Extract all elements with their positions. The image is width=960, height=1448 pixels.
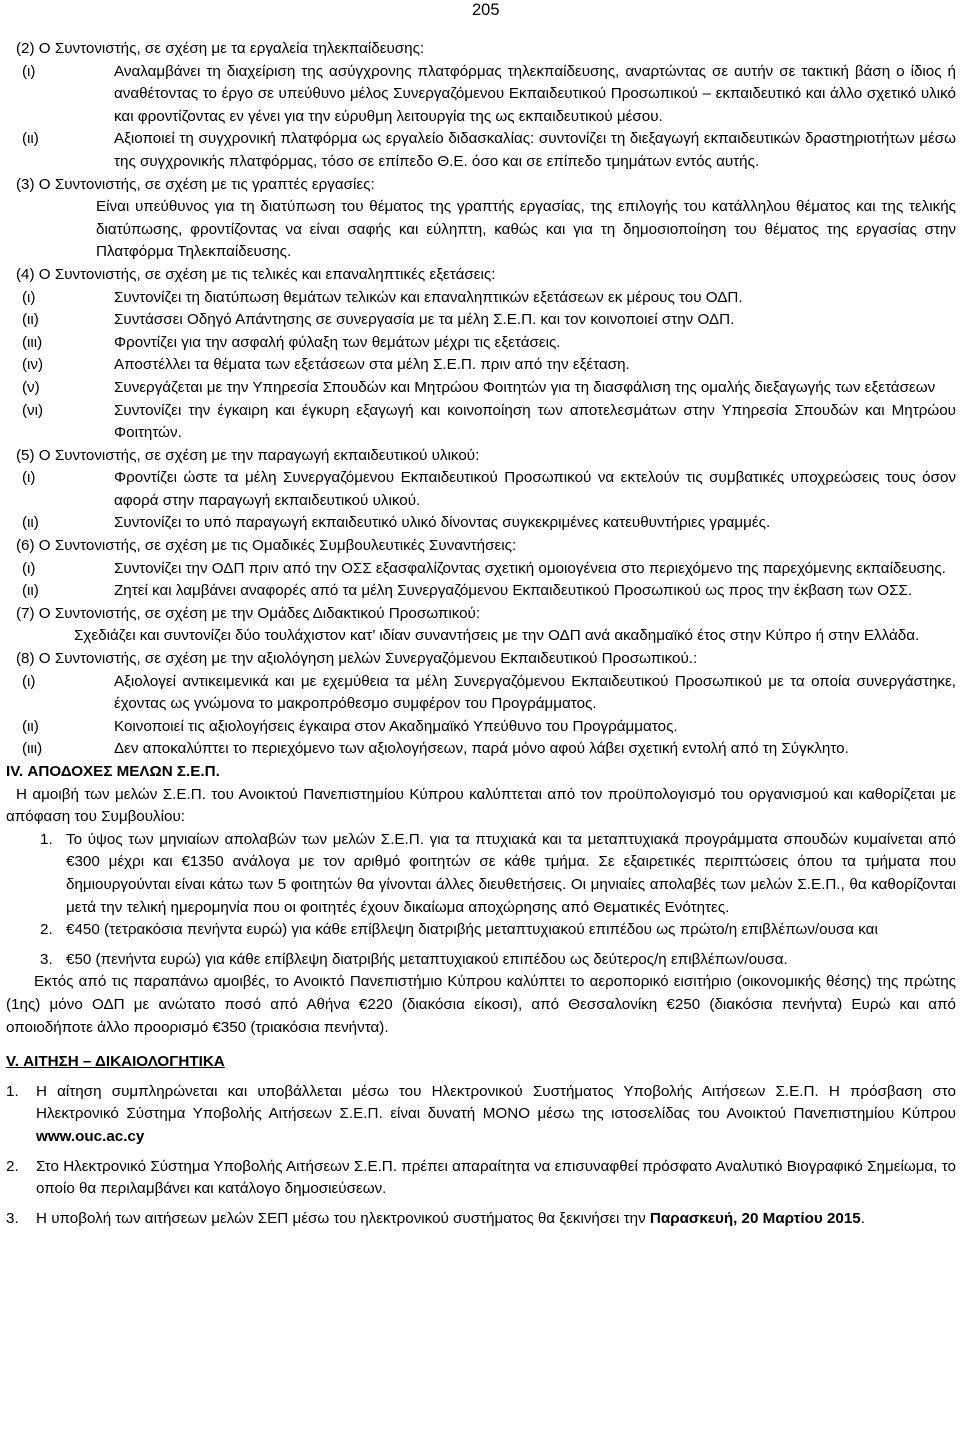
submission-end: . <box>860 1209 865 1227</box>
page-number: 205 <box>472 1 500 19</box>
item-label: (ι) <box>22 672 36 690</box>
section-iv-intro: Η αμοιβή των μελών Σ.Ε.Π. του Ανοικτού Πανεπιστημίου Κύπρου καλύπτεται από τον προϋπολογισμό του οργανισμού και καθορίζεται με απόφαση του Συμβουλίου: <box>6 785 956 826</box>
list-item <box>6 332 956 355</box>
item-text: Φροντίζει ώστε τα μέλη Συνεργαζόμενου Εκπαιδευτικού Προσωπικού να εκτελούν τις συμβατικές υποχρεώσεις τους όσον αφορά στην παραγωγή εκπαιδευτικού υλικού. <box>114 469 956 509</box>
list-item <box>6 949 956 972</box>
list-item <box>6 580 956 603</box>
section-5-heading: (5) Ο Συντονιστής, σε σχέση με την παραγωγή εκπαιδευτικού υλικού: <box>16 446 480 464</box>
submission-text: Η υποβολή των αιτήσεων μελών ΣΕΠ μέσω του ηλεκτρονικού συστήματος θα ξεκινήσει την <box>36 1209 650 1227</box>
item-text <box>36 1208 956 1231</box>
list-item <box>6 377 956 400</box>
item-label: (ιι) <box>22 582 39 600</box>
item-label: (ιν) <box>22 356 44 374</box>
item-text: Αξιολογεί αντικειμενικά και με εχεμύθεια τα μέλη Συνεργαζόμενου Εκπαιδευτικού Προσωπικού με τα οποία συνεργάστηκε, έχοντας ως γνώμονα το μακροπρόθεσμο συμφέρον του Προγράμματος. <box>114 672 956 713</box>
list-item <box>6 1081 956 1149</box>
document-body <box>6 38 956 1230</box>
list-item <box>6 400 956 445</box>
item-label: (ι) <box>22 288 36 306</box>
item-text: Συντονίζει το υπό παραγωγή εκπαιδευτικό υλικό δίνοντας συγκεκριμένες κατευθυντήριες γραμμές. <box>114 514 771 532</box>
item-text: €450 (τετρακόσια πενήντα ευρώ) για κάθε επίβλεψη διατριβής μεταπτυχιακού επιπέδου ως πρώτο/η επιβλέπων/ουσα και <box>66 921 878 939</box>
item-text: Αναλαμβάνει τη διαχείριση της ασύγχρονης πλατφόρμας τηλεκπαίδευσης, αναρτώντας σε αυτήν σε τακτική βάση ο ίδιος ή αναθέτοντας το έργο σε υπεύθυνο μέλος Συνεργαζόμενου Εκπαιδευτικού Προσωπικού – εκπαιδευτικό και άλλο σχετικό υλικό και φροντίζοντας εν γένει για την εύρυθμη λειτουργία της ως εκπαιδευτικού μέσου. <box>114 62 956 125</box>
item-label: (ιιι) <box>22 740 43 758</box>
application-text: Η αίτηση συμπληρώνεται και υποβάλλεται μέσω του Ηλεκτρονικού Συστήματος Υποβολής Αιτήσεων Σ.Ε.Π. Η πρόσβαση στο Ηλεκτρονικό Σύστημα Υποβολής Αιτήσεων Σ.Ε.Π. είναι δυνατή ΜΟΝΟ μέσω της ιστοσελίδας του Ανοικτού Πανεπιστημίου Κύπρου <box>36 1082 956 1123</box>
item-label: 2. <box>6 1157 19 1175</box>
section-3-heading: (3) Ο Συντονιστής, σε σχέση με τις γραπτές εργασίες: <box>16 175 375 193</box>
item-label: 2. <box>40 921 53 939</box>
item-label: 1. <box>40 830 53 848</box>
list-item <box>6 1156 956 1201</box>
item-text: Φροντίζει για την ασφαλή φύλαξη των θεμάτων μέχρι τις εξετάσεις. <box>114 333 561 351</box>
section-4-heading: (4) Ο Συντονιστής, σε σχέση με τις τελικές και επαναληπτικές εξετάσεις: <box>16 265 496 283</box>
item-text: Κοινοποιεί τις αξιολογήσεις έγκαιρα στον Ακαδημαϊκό Υπεύθυνο του Προγράμματος. <box>114 717 678 735</box>
item-text: €50 (πενήντα ευρώ) για κάθε επίβλεψη διατριβής μεταπτυχιακού επιπέδου ως δεύτερος/η επιβλέπων/ουσα. <box>66 950 788 968</box>
website-link[interactable]: www.ouc.ac.cy <box>36 1127 145 1145</box>
list-item <box>6 1208 956 1231</box>
list-item <box>6 919 956 942</box>
item-text: Συνεργάζεται με την Υπηρεσία Σπουδών και Μητρώου Φοιτητών για τη διασφάλιση της ομαλής διεξαγωγής των εξετάσεων <box>114 378 936 396</box>
list-item <box>6 467 956 512</box>
section-6-heading: (6) Ο Συντονιστής, σε σχέση με τις Ομαδικές Συμβουλευτικές Συναντήσεις: <box>16 537 517 555</box>
list-item <box>6 558 956 581</box>
section-7-text: Σχεδιάζει και συντονίζει δύο τουλάχιστον κατ’ ιδίαν συναντήσεις με την ΟΔΠ ανά ακαδημαϊκό έτος στην Κύπρο ή στην Ελλάδα. <box>74 627 920 645</box>
item-label: (ιι) <box>22 311 39 329</box>
item-text: Στο Ηλεκτρονικό Σύστημα Υποβολής Αιτήσεων Σ.Ε.Π. πρέπει απαραίτητα να επισυναφθεί πρόσφατο Αναλυτικό Βιογραφικό Σημείωμα, το οποίο θα περιλαμβάνει και κατάλογο δημοσιεύσεων. <box>36 1157 956 1198</box>
section-7-heading: (7) Ο Συντονιστής, σε σχέση με την Ομάδες Διδακτικού Προσωπικού: <box>16 604 481 622</box>
item-text: Το ύψος των μηνιαίων απολαβών των μελών Σ.Ε.Π. για τα πτυχιακά και τα μεταπτυχιακά προγράμματα σπουδών κυμαίνεται από €300 μέχρι και €1350 ανάλογα με τον αριθμό φοιτητών σε κάθε τμήμα. Σε εξαιρετικές περιπτώσεις όπου τα τμήματα που δημιουργούνται είναι κάτω των 5 φοιτητών θα γίνονται άλλες διευθετήσεις. Οι μηνιαίες απολαβές των μελών Σ.Ε.Π., θα καθορίζονται μετά την τελική ημερομηνία που οι φοιτητές έχουν δικαίωμα αποχώρησης από Θεματικές Ενότητες. <box>66 830 956 916</box>
list-item <box>6 287 956 310</box>
list-item <box>6 128 956 173</box>
item-label: (ιι) <box>22 130 39 148</box>
item-text: Συντάσσει Οδηγό Απάντησης σε συνεργασία με τα μέλη Σ.Ε.Π. και τον κοινοποιεί στην ΟΔΠ. <box>114 311 735 329</box>
item-label: (ιιι) <box>22 333 43 351</box>
section-v-heading: V. ΑΙΤΗΣΗ – ΔΙΚΑΙΟΛΟΓΗΤΙΚΑ <box>6 1053 225 1071</box>
item-label: 3. <box>40 950 53 968</box>
item-label: (ιι) <box>22 514 39 532</box>
list-item <box>6 309 956 332</box>
list-item <box>6 61 956 129</box>
item-text: Ζητεί και λαμβάνει αναφορές από τα μέλη Συνεργαζόμενου Εκπαιδευτικού Προσωπικού ως προς την έκβαση των ΟΣΣ. <box>114 582 913 600</box>
section-8-heading: (8) Ο Συντονιστής, σε σχέση με την αξιολόγηση μελών Συνεργαζόμενου Εκπαιδευτικού Προσωπικού.: <box>16 650 698 668</box>
item-label: (ι) <box>22 469 36 487</box>
item-label: (ι) <box>22 559 36 577</box>
item-text: Συντονίζει τη διατύπωση θεμάτων τελικών και επαναληπτικών εξετάσεων εκ μέρους του ΟΔΠ. <box>114 288 743 306</box>
item-text: Συντονίζει την ΟΔΠ πριν από την ΟΣΣ εξασφαλίζοντας σχετική ομοιογένεια στο περιεχόμενο της παρεχόμενης εκπαίδευσης. <box>114 559 946 577</box>
submission-date: Παρασκευή, 20 Μαρτίου 2015 <box>649 1209 861 1227</box>
list-item <box>6 716 956 739</box>
item-text: Δεν αποκαλύπτει το περιεχόμενο των αξιολογήσεων, παρά μόνο αφού λάβει σχετική εντολή από τη Σύγκλητο. <box>114 740 849 758</box>
item-label: (ν) <box>22 378 40 396</box>
item-label: 1. <box>6 1082 19 1100</box>
item-text: Αποστέλλει τα θέματα των εξετάσεων στα μέλη Σ.Ε.Π. πριν από την εξέταση. <box>114 356 630 374</box>
list-item <box>6 671 956 716</box>
item-label: (ιι) <box>22 717 39 735</box>
item-label: (νι) <box>22 401 44 419</box>
section-3-text: Είναι υπεύθυνος για τη διατύπωση του θέματος της γραπτής εργασίας, της επιλογής του κατάλληλου θέματος και της τελικής διατύπωσης, φροντίζοντας να είναι σαφής και εύληπτη, καθώς και για τη δημοσιοποίηση του θέματος της εργασίας στην Πλατφόρμα Τηλεκπαίδευσης. <box>96 198 956 261</box>
list-item <box>6 354 956 377</box>
item-label: 3. <box>6 1209 19 1227</box>
item-text: Συντονίζει την έγκαιρη και έγκυρη εξαγωγή και κοινοποίηση των αποτελεσμάτων στην Υπηρεσία Σπουδών και Μητρώου Φοιτητών. <box>114 401 956 442</box>
item-text <box>36 1081 956 1149</box>
list-item <box>6 829 956 919</box>
section-2-heading: (2) Ο Συντονιστής, σε σχέση με τα εργαλεία τηλεκπαίδευσης: <box>16 40 425 57</box>
section-iv-outro: Εκτός από τις παραπάνω αμοιβές, το Ανοικτό Πανεπιστήμιο Κύπρου καλύπτει το αεροπορικό εισιτήριο (οικονομικής θέσης) της πρώτης (1ης) μόνο ΟΔΠ με ανώτατο ποσό από Αθήνα €220 (διακόσια είκοσι), από Θεσσαλονίκη €250 (διακόσια πενήντα) Ευρώ και από οποιοδήποτε άλλο προορισμό €350 (τριακόσια πενήντα). <box>6 973 956 1036</box>
item-label: (ι) <box>22 62 36 80</box>
list-item <box>6 738 956 761</box>
item-text: Αξιοποιεί τη συγχρονική πλατφόρμα ως εργαλείο διδασκαλίας: συντονίζει τη διεξαγωγή εκπαιδευτικών δραστηριοτήτων μέσω της συγχρονικής πλατφόρμας, τόσο σε επίπεδο Θ.Ε. όσο και σε επίπεδο τμημάτων εντός αυτής. <box>114 130 956 170</box>
section-iv-heading: IV. ΑΠΟΔΟΧΕΣ ΜΕΛΩΝ Σ.Ε.Π. <box>6 763 220 780</box>
list-item <box>6 512 956 535</box>
